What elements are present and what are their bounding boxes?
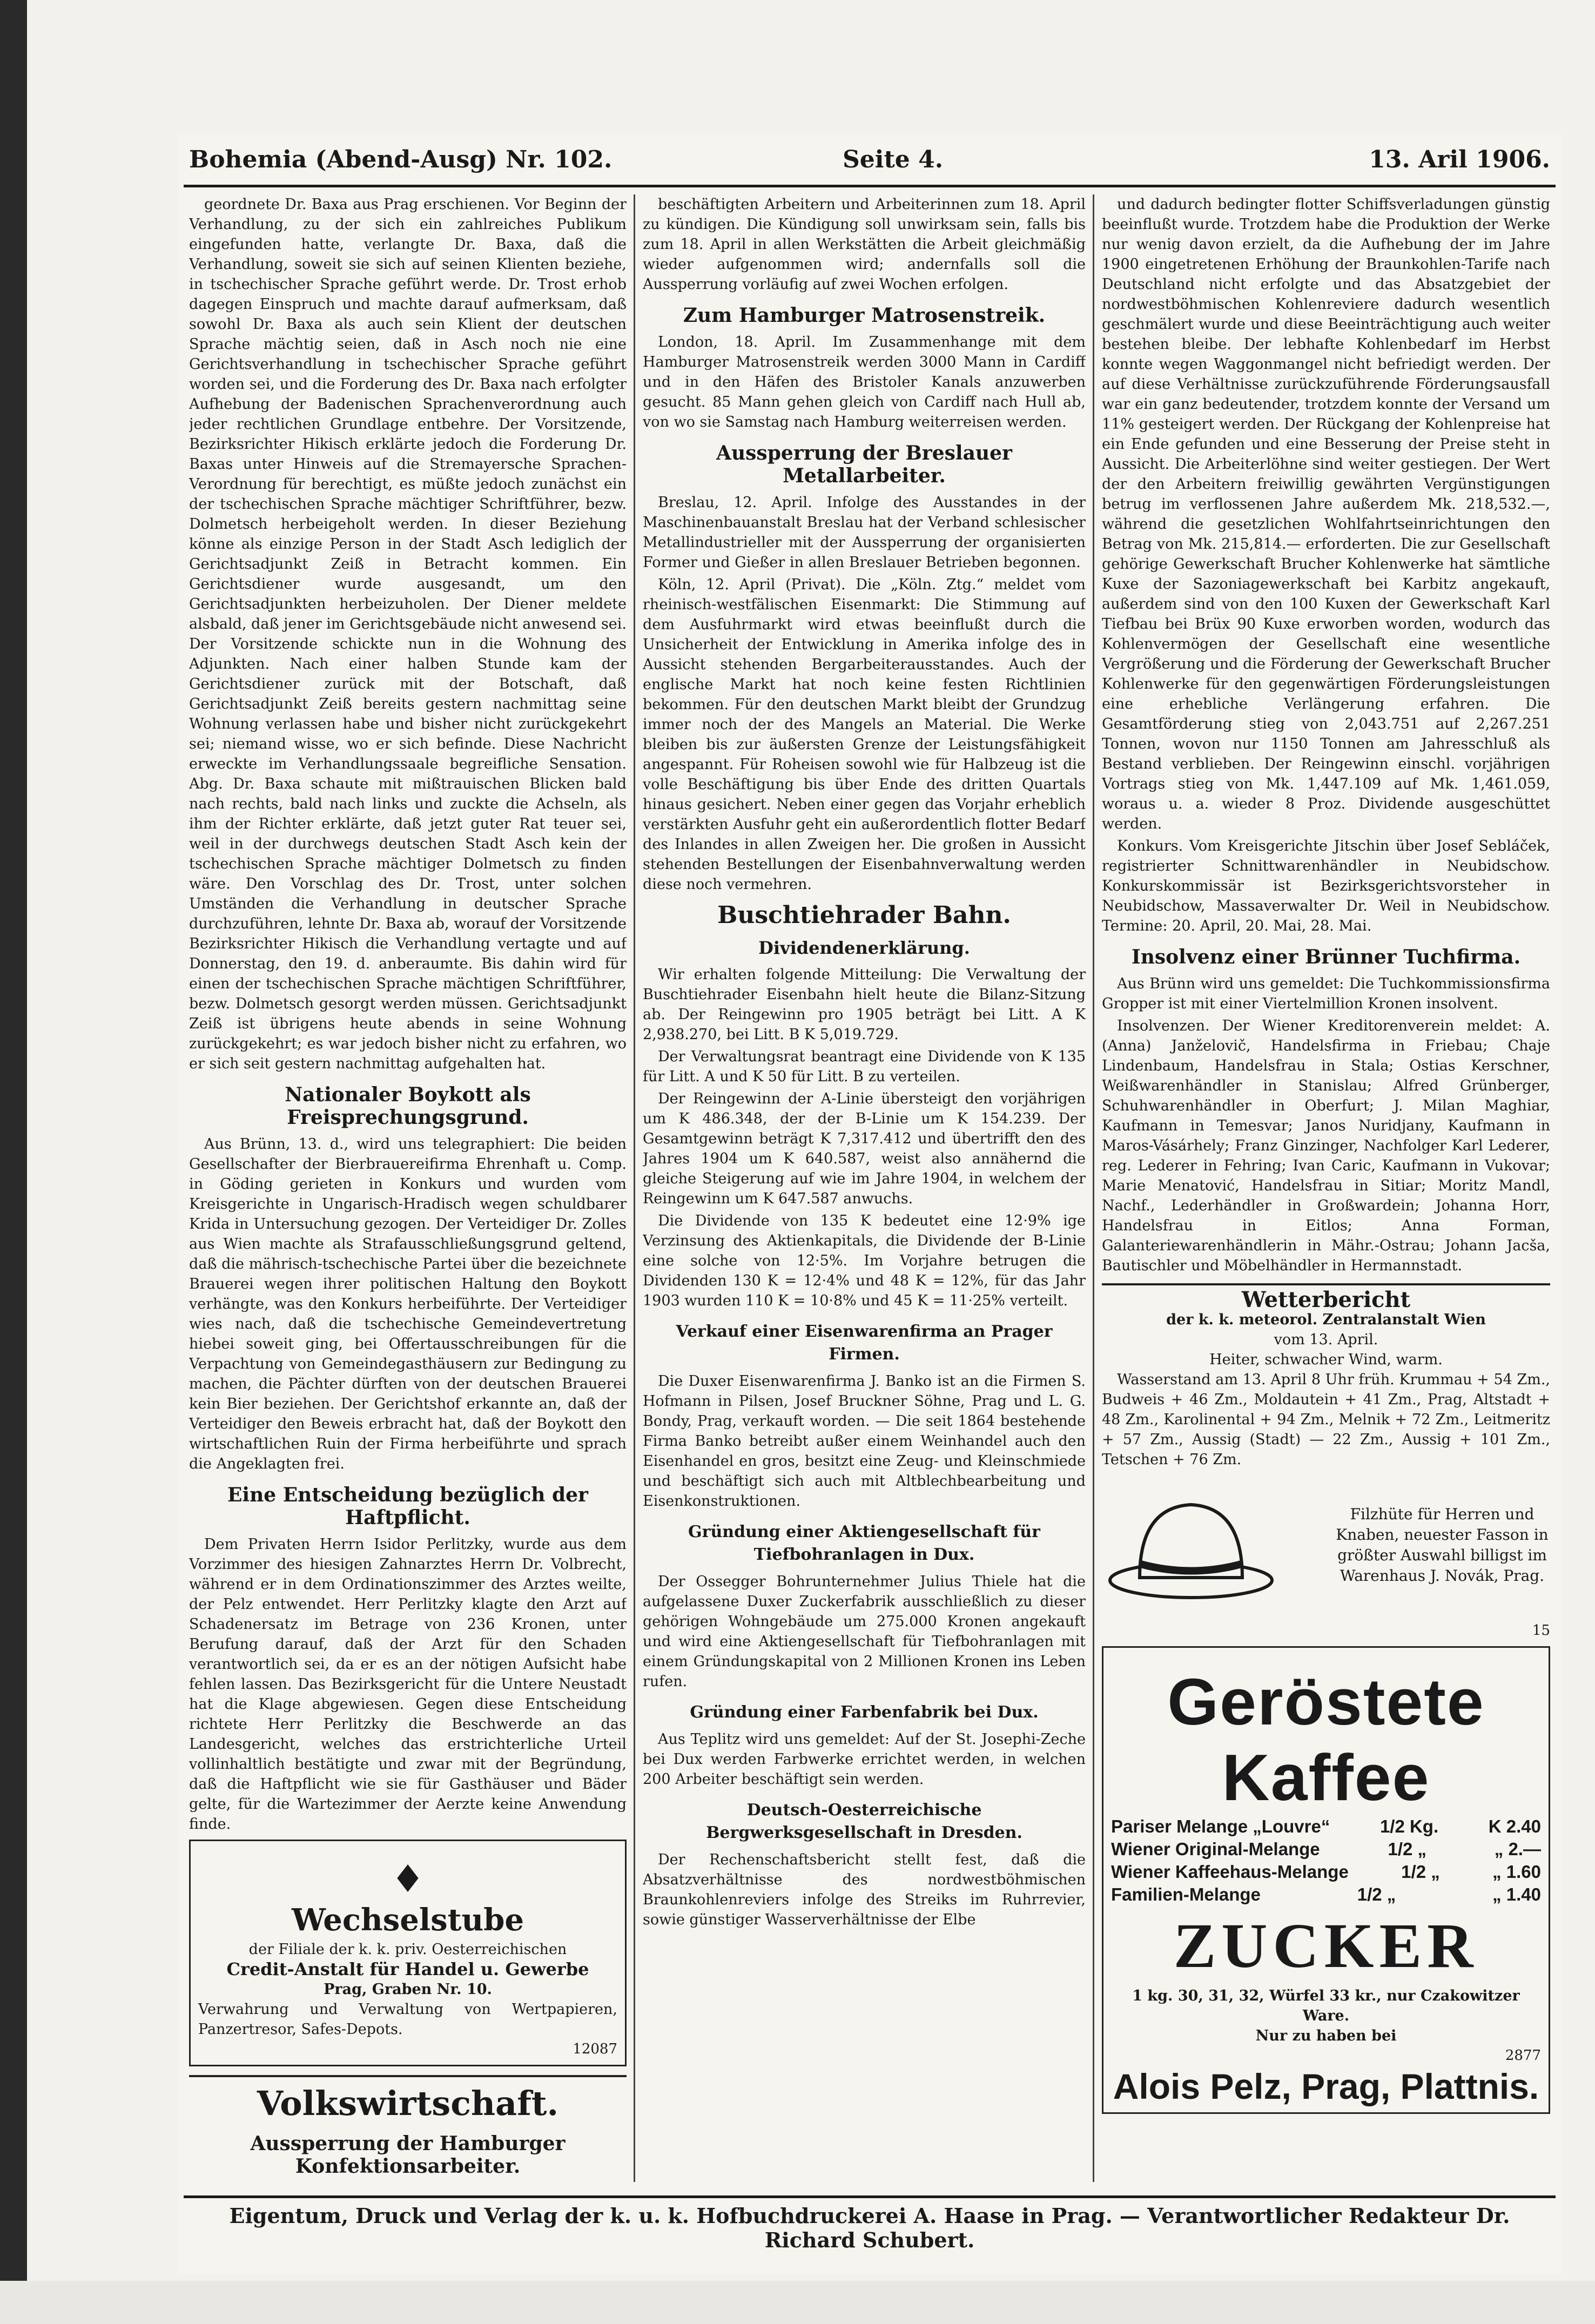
- scan-edge-left: [0, 0, 27, 2324]
- product-unit: 1/2 Kg.: [1379, 1816, 1439, 1836]
- article-text: Breslau, 12. April. Infolge des Ausstandes in der Maschinenbauanstalt Breslau hat der Verband schlesischer Metallindustrieller mit der Aussperrung der organisierten Former und Gießer in allen Breslauer Betrieben begonnen.: [643, 494, 1086, 571]
- article-headline: Insolvenz einer Brünner Tuchfirma.: [1131, 946, 1521, 968]
- header-masthead: Bohemia (Abend-Ausg) Nr. 102.: [189, 146, 613, 173]
- article-text: Köln, 12. April (Privat). Die „Köln. Ztg.“ meldet vom rheinisch-westfälischen Eisenmarkt: Die Stimmung auf dem Ausfuhrmarkt wird etwas beeinflußt durch die Unsicherheit der Entwicklung in Amerika infolge des in Aussicht stehenden Bergarbeiterausstandes. Auch der englische Markt hat noch keine festen Richtlinien bekommen. Für den deutschen Markt bleibt der Grundzug immer noch der des Mangels an Material. Die Werke bleiben bis zur äußersten Grenze der Leistungsfähigkeit angespannt. Für Roheisen sowohl wie für Halbzeug ist die volle Beschäftigung bis über Ende des dritten Quartals hinaus gesichert. Neben einer gegen das Vorjahr erheblich verstärkten Ausfuhr geht ein außerordentlich flotter Bedarf des Inlandes in allen Zweigen her. Die großen in Aussicht stehenden Bestellungen der Eisenbahnverwaltung werden diese noch vermehren.: [643, 576, 1086, 893]
- ad-subtitle: Credit-Anstalt für Handel u. Gewerbe: [226, 1959, 589, 1979]
- hat-advertisement: [1102, 1486, 1550, 1605]
- product-name: Familien-Melange: [1111, 1884, 1261, 1904]
- article-text: Wir erhalten folgende Mitteilung: Die Verwaltung der Buschtiehrader Eisenbahn hielt heute die Bilanz-Sitzung ab. Der Reingewinn pro 1905 beträgt bei Litt. A K 2,938.270, bei Litt. B K 5,019.729.: [643, 966, 1086, 1043]
- weather-report: [1102, 1283, 1550, 1470]
- price-row: [1111, 1838, 1541, 1861]
- ad-title: Wechselstube: [291, 1902, 524, 1938]
- article-headline: Eine Entscheidung bezüglich der Haftpflicht.: [227, 1484, 589, 1529]
- price-row: [1111, 1815, 1541, 1838]
- sugar-ad-title: ZUCKER: [1173, 1910, 1479, 1981]
- article-text: Der Reingewinn der A-Linie übersteigt den vorjährigen um K 486.348, der der B-Linie um K 154.239. Der Gesamtgewinn beträgt K 7,317.412 und übertrifft den des Jahres 1904 um K 640.587, weist also annähernd die gleiche Steigerung auf wie im Jahre 1904, in welchem der Reingewinn um K 647.587 anwuchs.: [643, 1090, 1086, 1207]
- section-title: Volkswirtschaft.: [189, 2075, 627, 2123]
- sugar-ad-subtext: Nur zu haben bei: [1255, 2027, 1397, 2044]
- weather-text: Heiter, schwacher Wind, warm.: [1209, 1351, 1443, 1368]
- article-text: Konkurs. Vom Kreisgerichte Jitschin über Josef Sebláček, registrierter Schnittwarenhändler in Neubidschow. Konkurskommissär ist Bezirksgerichtsvorsteher in Neubidschow, Massaverwalter Dr. Weil in Neubidschow. Termine: 20. April, 20. Mai, 28. Mai.: [1102, 838, 1550, 934]
- article-text: Die Duxer Eisenwarenfirma J. Banko ist an die Firmen S. Hofmann in Pilsen, Josef Bruckner Söhne, Prag und L. G. Bondy, Prag, verkauft worden. — Die seit 1864 bestehende Firma Banko betreibt außer einem Weinhandel auch den Eisenhandel en gros, besitzt eine Zeug- und Kleinschmiede und beschäftigt sich auch mit Altblechbearbeitung und Eisenkonstruktionen.: [643, 1373, 1086, 1510]
- product-unit: 1/2 „: [1357, 1884, 1396, 1904]
- product-unit: 1/2 „: [1388, 1839, 1426, 1859]
- article-headline: Nationaler Boykott als Freisprechungsgrund.: [285, 1083, 531, 1129]
- article-text: Die Dividende von 135 K bedeutet eine 12·9% ige Verzinsung des Aktienkapitals, die Dividende der B-Linie eine solche von 12·5%. Im Vorjahre betrugen die Dividenden 130 K = 12·4% und 48 K = 12%, für das Jahr 1903 wurden 110 K = 10·8% und 45 K = 11·25% verteilt.: [643, 1212, 1086, 1309]
- product-price: „ 1.40: [1492, 1884, 1541, 1904]
- ad-text: Verwahrung und Verwaltung von Wertpapieren, Panzertresor, Safes-Depots.: [198, 2001, 617, 2038]
- weather-subtitle: der k. k. meteorol. Zentralanstalt Wien: [1166, 1311, 1486, 1328]
- article-text: Dem Privaten Herrn Isidor Perlitzky, wurde aus dem Vorzimmer des hiesigen Zahnarztes Herrn Dr. Volbrecht, während er in dem Ordinationszimmer des Arztes weilte, der Pelz entwendet. Herr Perlitzky klagte den Arzt auf Schadenersatz im Betrage von 236 Kronen, unter Berufung darauf, daß der Arzt für den Schaden verantwortlich sei, da er es an der nötigen Aufsicht habe fehlen lassen. Das Bezirksgericht für die Untere Neustadt hat die Klage abgewiesen. Gegen diese Entscheidung richtete Herr Perlitzky die Beschwerde an das Landesgericht, welches das erstrichterliche Urteil vollinhaltlich bestätigte und zwar mit der Begründung, daß die Haftpflicht wie sie für Gasthäuser und Bäder gelte, für die Wartezimmer der Aerzte keine Anwendung finde.: [189, 1536, 627, 1833]
- coffee-ad-title: Geröstete Kaffee: [1167, 1665, 1485, 1814]
- sugar-ad-text: 1 kg. 30, 31, 32, Würfel 33 kr., nur Czakowitzer Ware.: [1132, 1988, 1520, 2024]
- article-headline: Buschtiehrader Bahn.: [717, 901, 1011, 929]
- ad-subtitle: der Filiale der k. k. priv. Oesterreichischen: [248, 1941, 567, 1958]
- product-price: „ 2.—: [1494, 1839, 1541, 1859]
- product-unit: 1/2 „: [1401, 1862, 1440, 1882]
- ad-number: 15: [1532, 1622, 1550, 1639]
- column-1: [189, 194, 627, 2182]
- article-text: Aus Teplitz wird uns gemeldet: Auf der St. Josephi-Zeche bei Dux werden Farbwerke errichtet werden, in welchen 200 Arbeiter beschäftigt sein werden.: [643, 1731, 1086, 1788]
- article-text: Aus Brünn, 13. d., wird uns telegraphiert: Die beiden Gesellschafter der Bierbrauereifirma Ehrenhaft u. Comp. in Göding gerieten in Konkurs und wurden vom Kreisgerichte in Ungarisch-Hradisch wegen schuldbarer Krida in Untersuchung gezogen. Der Verteidiger Dr. Zolles aus Wien machte als Strafausschließungsgrund geltend, daß die mährisch-tschechische Partei über die bezeichnete Brauerei wegen ihrer politischen Haltung den Boykott verhängte, was den Konkurs herbeiführte. Der Verteidiger wies nach, daß die tschechische Gemeindevertretung hiebei soweit ging, bei Offertausschreibungen für die Verpachtung von Gemeindegasthäusern zur Bedingung zu machen, die Pächter dürften von der deutschen Brauerei kein Bier beziehen. Der Gerichtshof erkannte an, daß der Verteidiger den Beweis erbracht hat, daß der Boykott den wirtschaftlichen Ruin der Firma herbeiführte und sprach die Angeklagten frei.: [189, 1136, 627, 1472]
- header-date: 13. Aril 1906.: [1369, 146, 1550, 173]
- article-headline: Verkauf einer Eisenwarenfirma an Prager Firmen.: [676, 1322, 1053, 1364]
- article-headline: Gründung einer Aktiengesellschaft für Tiefbohranlagen in Dux.: [688, 1523, 1040, 1564]
- water-level-text: Wasserstand am 13. April 8 Uhr früh. Krummau + 54 Zm., Budweis + 46 Zm., Moldautein + 41 Zm., Prag, Altstadt + 48 Zm., Karolinental + 94 Zm., Melnik + 72 Zm., Leitmeritz + 57 Zm., Aussig (Stadt) — 22 Zm., Aussig + 101 Zm., Tetschen + 76 Zm.: [1102, 1371, 1550, 1468]
- product-name: Pariser Melange „Louvre“: [1111, 1816, 1330, 1836]
- page-header: [178, 146, 1561, 184]
- article-subheadline: Dividendenerklärung.: [758, 938, 970, 958]
- scan-edge-bottom: [0, 2281, 1595, 2324]
- weather-title: Wetterbericht: [1241, 1287, 1411, 1312]
- hat-ad-text: Filzhüte für Herren und Knaben, neuester Fasson in größter Auswahl billigst im Warenhaus J. Novák, Prag.: [1336, 1505, 1549, 1585]
- newspaper-page: [178, 135, 1561, 2274]
- article-headline: Aussperrung der Hamburger Konfektionsarbeiter.: [250, 2132, 566, 2178]
- article-text: Insolvenzen. Der Wiener Kreditorenverein meldet: A. (Anna) Janželovič, Handelsfirma in Friebau; Chaje Lindenbaum, Handelsfrau in Stala; Ostias Kerschner, Weißwarenhändler in Stanislau; Alfred Grünberger, Schuhwarenhändler in Oberfurt; J. Milan Maghiar, Kaufmann in Temesvar; Janos Nuridjany, Kaufmann in Maros-Vásárhely; Franz Ginzinger, Nachfolger Karl Lederer, reg. Lederer in Fehring; Ivan Caric, Kaufmann in Vukovar; Marie Menatović, Handelsfrau in Sitiar; Moritz Mandl, Nachf., Lederhändler in Großwardein; Johanna Horr, Handelsfrau in Eitlos; Anna Forman, Galanteriewarenhändlerin in Mähr.-Ostrau; Johann Jacša, Bautischler und Möbelhändler in Hermannstadt.: [1102, 1018, 1550, 1274]
- bank-advertisement: [189, 1840, 627, 2066]
- article-text: geordnete Dr. Baxa aus Prag erschienen. Vor Beginn der Verhandlung, zu der sich ein zahlreiches Publikum eingefunden hatte, verlangte Dr. Baxa, daß die Verhandlung, soweit sie sich auf seinen Klienten beziehe, in tschechischer Sprache geführt werde. Dr. Trost erhob dagegen Einspruch und machte darauf aufmerksam, daß sowohl Dr. Baxa als auch sein Klient der deutschen Sprache mächtig seien, daß in Asch noch nie eine Gerichtsverhandlung in tschechischer Sprache geführt worden sei, und die Forderung des Dr. Baxa nach erfolgter Aufhebung der Badenischen Sprachenverordnung auch jeder rechtlichen Grundlage entbehre. Der Vorsitzende, Bezirksrichter Hikisch erklärte jedoch die Forderung Dr. Baxas unter Hinweis auf die Stremayersche Sprachen-Verordnung für berechtigt, es müßte jedoch zunächst ein der tschechischen Sprache mächtiger Schriftführer, bezw. Dolmetsch herbeigeholt werden. In dieser Beziehung könne als einzige Person in der Stadt Asch lediglich der Gerichtsadjunkt Zeiß in Betracht kommen. Ein Gerichtsdiener wurde ausgesandt, um den Gerichtsadjunkten herbeizuholen. Der Diener meldete alsbald, daß jener im Gerichtsgebäude nicht anwesend sei. Der Vorsitzende schickte nun in die Wohnung des Adjunkten. Nach einer halben Stunde kam der Gerichtsdiener zurück mit der Botschaft, daß Gerichtsadjunkt Zeiß bereits gestern nachmittag seine Wohnung verlassen habe und bisher nicht zurückgekehrt sei; niemand wisse, wo er sich befinde. Diese Nachricht erweckte im Verhandlungssaale begreifliche Sensation. Abg. Dr. Baxa schaute mit mißtrauischen Blicken bald nach rechts, bald nach links und zuckte die Achseln, als ihm der Richter erklärte, daß jetzt guter Rat teuer sei, weil in der durchwegs deutschen Stadt Asch kein der tschechischen Sprache mächtiger Dolmetsch zu finden wäre. Den Vorschlag des Dr. Trost, unter solchen Umständen die Verhandlung in deutscher Sprache durchzuführen, lehnte Dr. Baxa ab, worauf der Vorsitzende Bezirksrichter Hikisch die Verhandlung vertagte und auf Donnerstag, den 19. d. anberaumte. Bis dahin wird für einen der tschechischen Sprache mächtigen Schriftführer, bezw. Dolmetsch gesorgt werden müssen. Gerichtsadjunkt Zeiß ist übrigens heute abends in seine Wohnung zurückgekehrt; es war jedoch bisher nicht zu erfahren, wo er sich seit gestern nachmittag aufgehalten hat.: [189, 196, 627, 1072]
- article-text: Der Rechenschaftsbericht stellt fest, daß die Absatzverhältnisse des nordwestböhmischen Braunkohlenreviers infolge des Streiks im Ruhrrevier, sowie günstiger Wasserverhältnisse der Elbe: [643, 1851, 1086, 1928]
- header-rule: [184, 185, 1556, 187]
- footer-rule: [184, 2195, 1556, 2198]
- column-2: [643, 194, 1086, 2182]
- bowler-hat-icon: [1102, 1486, 1280, 1605]
- coffee-advertisement: [1102, 1646, 1550, 2114]
- imprint-footer: Eigentum, Druck und Verlag der k. u. k. Hofbuchdruckerei A. Haase in Prag. — Verantwortlicher Redakteur Dr. Richard Schubert.: [229, 2204, 1510, 2252]
- header-page-number: Seite 4.: [843, 146, 944, 173]
- product-name: Wiener Kaffeehaus-Melange: [1111, 1862, 1349, 1882]
- product-price: „ 1.60: [1492, 1862, 1541, 1882]
- price-row: [1111, 1861, 1541, 1883]
- article-headline: Gründung einer Farbenfabrik bei Dux.: [690, 1703, 1039, 1722]
- column-divider: [634, 194, 635, 2182]
- article-text: Der Ossegger Bohrunternehmer Julius Thiele hat die aufgelassene Duxer Zuckerfabrik ausschließlich zu dieser gehörigen Wohngebäude um 275.000 Kronen angekauft und wird eine Aktiengesellschaft für Tiefbohranlagen mit einem Gründungskapital von 2 Millionen Kronen ins Leben rufen.: [643, 1573, 1086, 1690]
- ad-number: 12087: [573, 2041, 617, 2057]
- merchant-name: Alois Pelz, Prag, Plattnis.: [1113, 2066, 1539, 2106]
- article-headline: Zum Hamburger Matrosenstreik.: [683, 304, 1046, 327]
- article-headline: Deutsch-Oesterreichische Bergwerksgesellschaft in Dresden.: [706, 1801, 1022, 1842]
- ad-address: Prag, Graben Nr. 10.: [324, 1981, 492, 1998]
- price-row: [1111, 1883, 1541, 1906]
- eagle-emblem-icon: ♦: [391, 1857, 425, 1901]
- article-headline: Aussperrung der Breslauer Metallarbeiter.: [716, 442, 1012, 487]
- article-text: und dadurch bedingter flotter Schiffsverladungen günstig beeinflußt wurde. Trotzdem habe die Produktion der Werke nur wenig davon erzielt, da die Aufhebung der im Jahre 1900 eingetretenen Erhöhung der Braunkohlen-Tarife nach Deutschland nicht erfolgte und das Absatzgebiet der nordwestböhmischen Kohlenreviere dadurch wesentlich geschmälert wurde und diese Beeinträchtigung auch weiter bestehen bleibe. Der lebhafte Kohlenbedarf im Herbst konnte wegen Waggonmangel nicht befriedigt werden. Der auf diese Verhältnisse zurückzuführende Förderungsausfall war ein ganz bedeutender, trotzdem konnte der Versand um 11% gesteigert werden. Der Rückgang der Kohlenpreise hat ein Ende gefunden und eine Besserung der Preise steht in Aussicht. Die Arbeiterlöhne sind weiter gestiegen. Der Wert der den Arbeitern freiwillig gewährten Vergünstigungen betrug im verflossenen Jahre außerdem Mk. 218,532.—, während die gesetzlichen Wohlfahrtseinrichtungen den Betrag von Mk. 215,814.— erforderten. Die zur Gesellschaft gehörige Gewerkschaft Brucher Kohlenwerke hat sämtliche Kuxe der Sazoniagewerkschaft bei Karbitz angekauft, außerdem sind von den 100 Kuxen der Gewerkschaft Karl Tiefbau bei Brüx 90 Kuxe erworben worden, wodurch das Kohlenvermögen der Gesellschaft eine wesentliche Vergrößerung und die Förderung der Gewerkschaft Brucher Kohlenwerke für den gegenwärtigen Förderungsleistungen eine erhebliche Verlängerung erfahren. Die Gesamtförderung stieg von 2,043.751 auf 2,267.251 Tonnen, wovon nur 1150 Tonnen am Jahresschluß als Bestand verblieben. Der Reingewinn einschl. vorjährigen Vortrags stieg von Mk. 1,447.109 auf Mk. 1,461.059, woraus u. a. wieder 8 Proz. Dividende ausgeschüttet werden.: [1102, 196, 1550, 832]
- article-text: beschäftigten Arbeitern und Arbeiterinnen zum 18. April zu kündigen. Die Kündigung soll unwirksam sein, falls bis zum 18. April in allen Werkstätten die Arbeit gleichmäßig wieder aufgenommen wird; andernfalls soll die Aussperrung vorläufig auf zwei Wochen erfolgen.: [643, 196, 1086, 293]
- ad-number: 2877: [1505, 2047, 1541, 2064]
- product-price: K 2.40: [1488, 1816, 1541, 1836]
- product-name: Wiener Original-Melange: [1111, 1839, 1320, 1859]
- column-divider: [1093, 194, 1094, 2182]
- article-text: London, 18. April. Im Zusammenhange mit dem Hamburger Matrosenstreik werden 3000 Mann in Cardiff und in den Häfen des Bristoler Kanals anzuwerben gesucht. 85 Mann gehen gleich von Cardiff nach Hull ab, von wo sie Samstag nach Hamburg weiterreisen werden.: [643, 334, 1086, 430]
- article-text: Aus Brünn wird uns gemeldet: Die Tuchkommissionsfirma Gropper ist mit einer Viertelmillion Kronen insolvent.: [1102, 975, 1550, 1012]
- article-text: Der Verwaltungsrat beantragt eine Dividende von K 135 für Litt. A und K 50 für Litt. B zu verteilen.: [643, 1048, 1086, 1085]
- weather-date: vom 13. April.: [1274, 1331, 1378, 1348]
- column-3: [1102, 194, 1550, 2182]
